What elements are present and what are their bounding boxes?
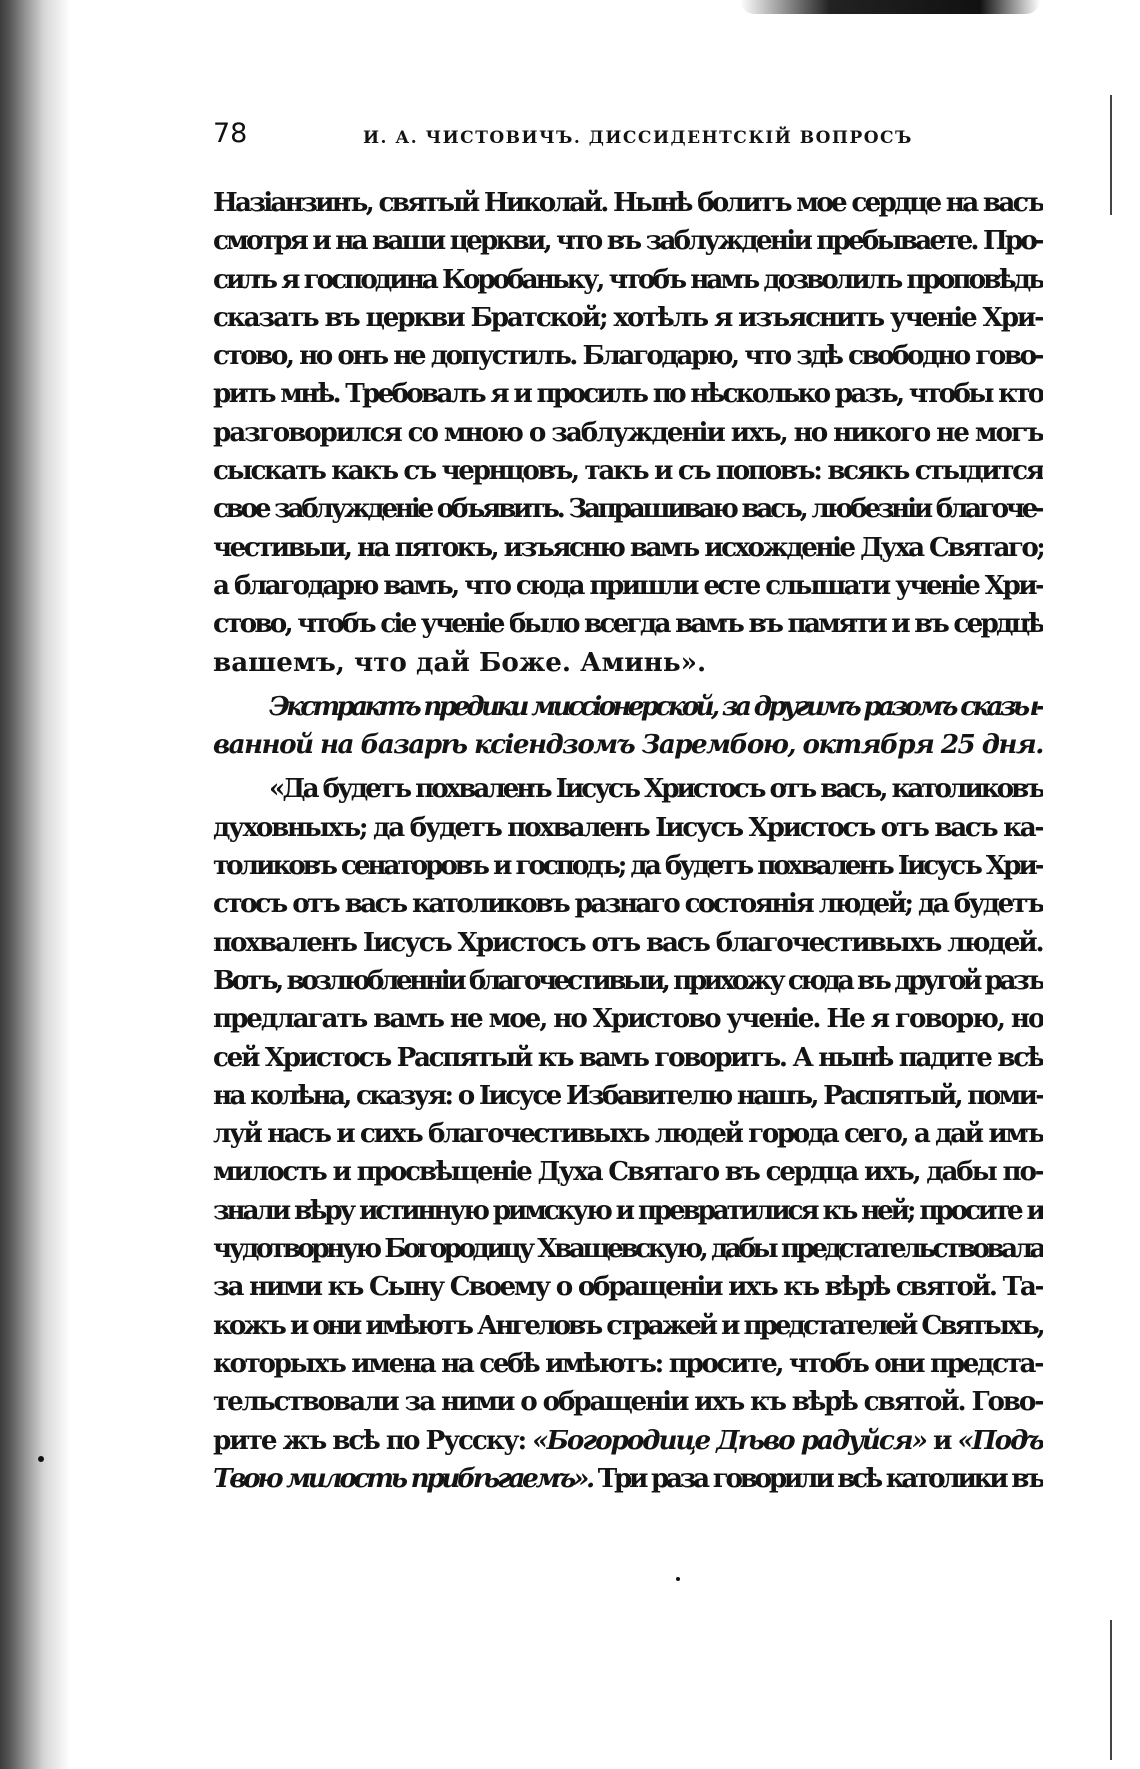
text-line: силъ я господина Коробаньку, чтобъ намъ дозволилъ проповѣдь (213, 263, 1043, 295)
text-line: за ними къ Сыну Своему о обращеніи ихъ къ вѣрѣ святой. Та- (213, 1271, 1043, 1303)
text-line: рить мнѣ. Требовалъ я и просилъ по нѣсколько разъ, чтобы кто (213, 378, 1043, 410)
text-line: на колѣна, сказуя: о Іисусе Избавителю нашъ, Распятый, поми- (213, 1079, 1043, 1111)
text-fragment: рите жъ всѣ по Русску: (213, 1424, 526, 1456)
text-line: кожъ и они имѣютъ Ангеловъ стражей и предстателей Святыхъ, (213, 1309, 1043, 1341)
text-line: тельствовали за ними о обращеніи ихъ къ вѣрѣ святой. Гово- (213, 1386, 1043, 1418)
page-number: 78 (213, 118, 248, 149)
quoted-prayer-1: «Богородице Дѣво радуйся» (532, 1424, 926, 1456)
text-fragment: Три раза говорили всѣ католики въ (591, 1462, 1043, 1494)
text-line: смотря и на ваши церкви, что въ заблужденіи пребываете. Про- (213, 225, 1043, 257)
text-line: которыхъ имена на себѣ имѣютъ: просите, чтобъ они предста- (213, 1347, 1043, 1379)
text-line: толиковъ сенаторовъ и господъ; да будетъ похваленъ Іисусъ Хри- (213, 850, 1043, 882)
quoted-prayer-2-start: «Подъ (957, 1424, 1043, 1456)
text-line: милость и просвѣщеніе Духа Святаго въ сердца ихъ, дабы по- (213, 1156, 1043, 1188)
running-title: И. А. ЧИСТОВИЧЪ. ДИССИДЕНТСКІЙ ВОПРОСЪ (363, 128, 913, 148)
text-line: Вотъ, возлюбленніи благочестивыи, прихожу сюда въ другой разъ (213, 964, 1043, 996)
paragraph-2 (213, 770, 1043, 1498)
scan-speck (676, 1577, 680, 1581)
text-line: луй насъ и сихъ благочестивыхъ людей города сего, а дай имъ (213, 1118, 1043, 1150)
text-line: стово, но онъ не допустилъ. Благодарю, что здѣ свободно гово- (213, 340, 1043, 372)
text-line: «Да будетъ похваленъ Іисусъ Христосъ отъ васъ, католиковъ (269, 773, 1043, 805)
quoted-prayer-2-end: Твою милость прибѣгаемъ». (213, 1462, 592, 1494)
text-line (213, 1422, 1043, 1460)
heading-line: Экстрактъ предики миссіонерской, за другимъ разомъ сказы- (269, 690, 1043, 722)
text-line: знали вѣру истинную римскую и превратилися къ ней; просите и (213, 1194, 1043, 1226)
page-header (213, 118, 1043, 162)
book-page (213, 118, 1043, 1498)
text-line: похваленъ Іисусъ Христосъ отъ васъ благочестивыхъ людей. (213, 926, 1043, 958)
text-line: свое заблужденіе объявить. Запрашиваю васъ, любезніи благоче- (213, 493, 1043, 525)
scan-edge-line-top (1110, 95, 1112, 215)
text-line: сей Христосъ Распятый къ вамъ говоритъ. А нынѣ падите всѣ (213, 1041, 1043, 1073)
text-line (213, 1460, 1043, 1498)
text-line: Назіанзинъ, святый Николай. Нынѣ болитъ мое сердце на васъ (213, 187, 1043, 218)
text-line: предлагать вамъ не мое, но Христово ученіе. Не я говорю, но (213, 1003, 1043, 1035)
text-line: честивыи, на пятокъ, изъясню вамъ исхожденіе Духа Святаго; (213, 531, 1043, 563)
scan-edge-line-bottom (1110, 1620, 1112, 1760)
text-line: духовныхъ; да будетъ похваленъ Іисусъ Христосъ отъ васъ ка- (213, 811, 1043, 843)
page-body (213, 184, 1043, 1498)
scan-speck (38, 1456, 44, 1462)
text-line: чудотворную Богородицу Хващевскую, дабы предстательствовала (213, 1233, 1043, 1265)
text-line: стово, чтобъ сіе ученіе было всегда вамъ въ памяти и въ сердцѣ (213, 608, 1043, 640)
text-fragment: и (925, 1424, 958, 1456)
text-line: сказать въ церкви Братской; хотѣлъ я изъяснить ученіе Хри- (213, 301, 1043, 333)
text-line: а благодарю вамъ, что сюда пришли есте слышати ученіе Хри- (213, 569, 1043, 601)
text-line: стосъ отъ васъ католиковъ разнаго состоянія людей; да будетъ (213, 888, 1043, 920)
text-line: сыскать какъ съ чернцовъ, такъ и съ поповъ: всякъ стыдится (213, 455, 1043, 487)
text-line: вашемъ, что дай Боже. Аминь». (213, 646, 707, 678)
heading-line: ванной на базарѣ ксіендзомъ Зарембою, октября 25 дня. (213, 729, 1043, 761)
paragraph-1 (213, 184, 1043, 682)
text-line: разговорился со мною о заблужденіи ихъ, но никого не могъ (213, 416, 1043, 448)
section-heading (213, 688, 1043, 765)
scan-top-smudge (740, 0, 1040, 14)
scan-binding-shadow (0, 0, 70, 1769)
